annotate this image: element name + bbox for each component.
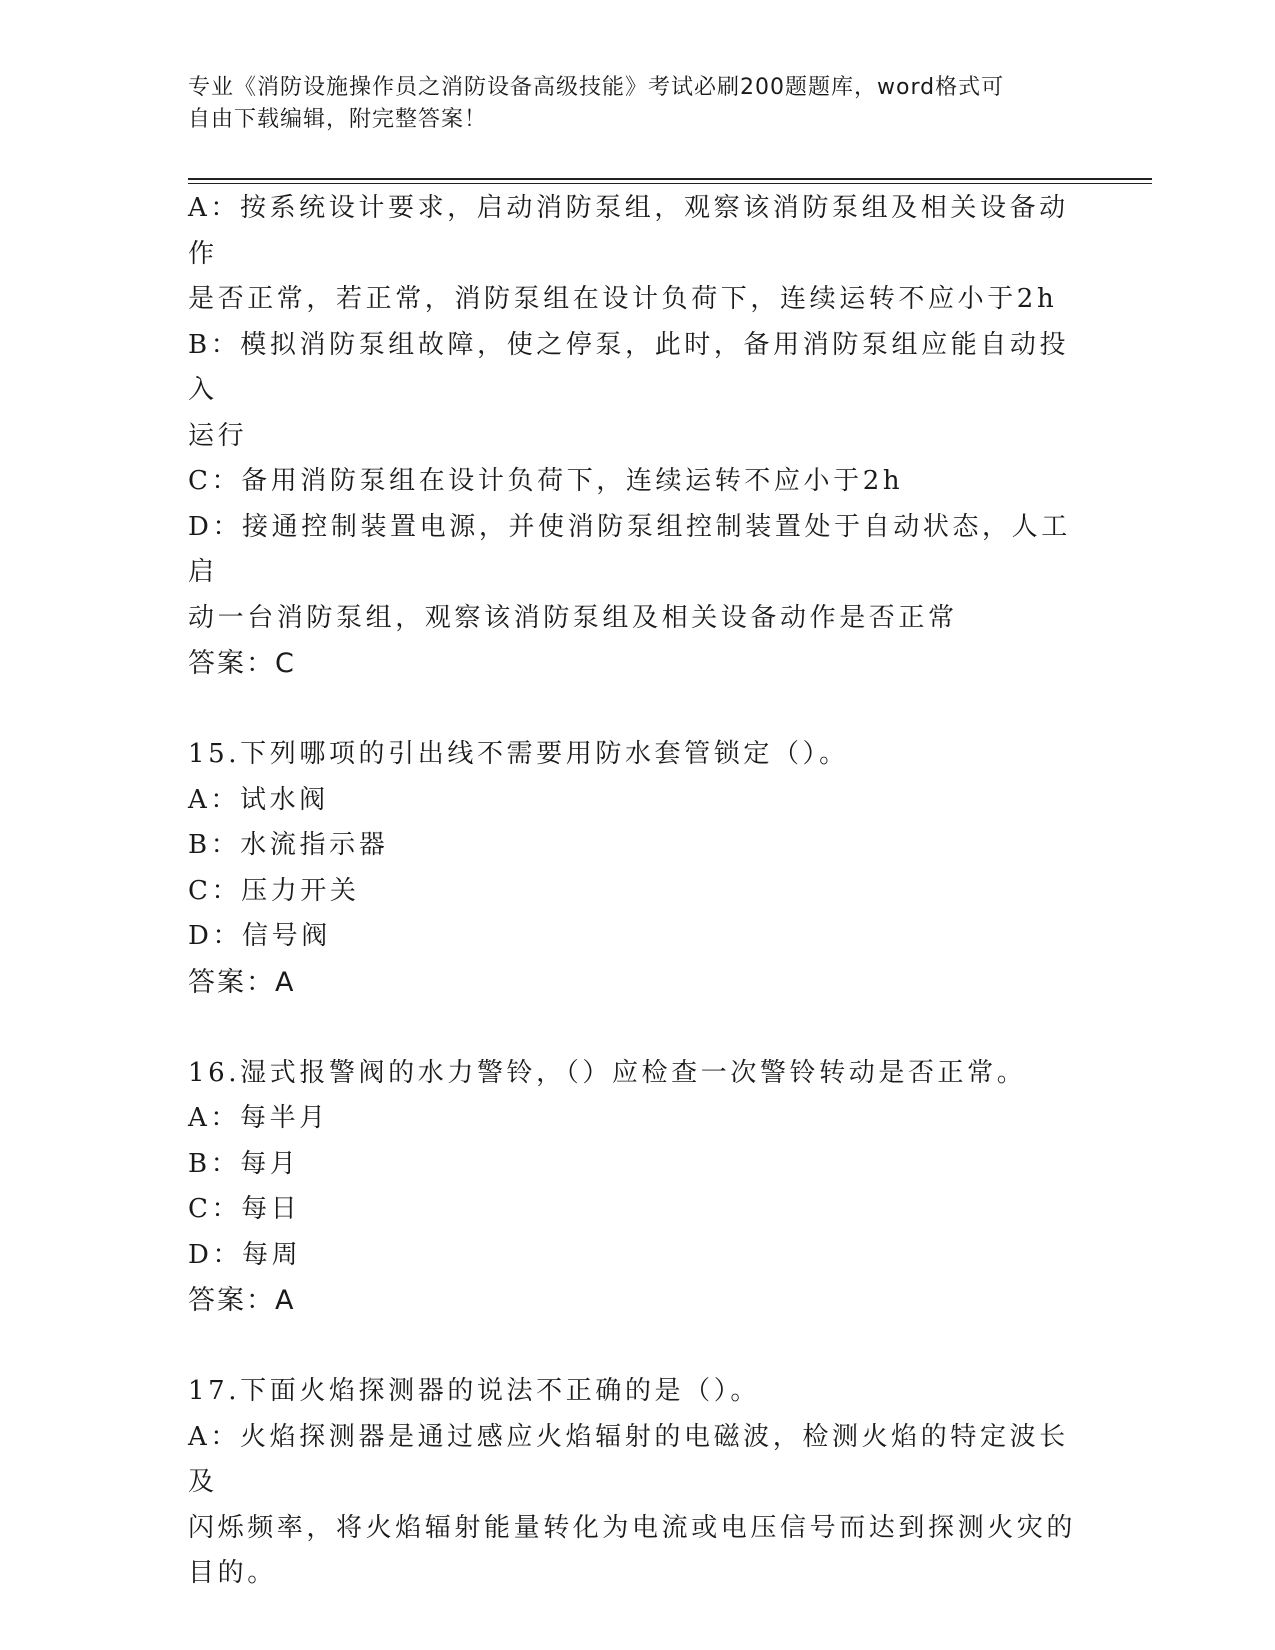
question-content bbox=[188, 186, 1088, 1597]
header-line-1: 专业《消防设施操作员之消防设备高级技能》考试必刷200题题库，word格式可 bbox=[188, 75, 1005, 100]
q16-option-c: C：每日 bbox=[188, 1194, 301, 1224]
q14-option-a-line-2: 是否正常，若正常，消防泵组在设计负荷下，连续运转不应小于2h bbox=[188, 284, 1058, 314]
q15-option-b: B：水流指示器 bbox=[188, 830, 389, 860]
q15-option-d: D：信号阀 bbox=[188, 921, 331, 951]
q14-answer: 答案：C bbox=[188, 648, 296, 679]
q17-option-a-line-1: A：火焰探测器是通过感应火焰辐射的电磁波，检测火焰的特定波长及 bbox=[188, 1421, 1069, 1497]
q16-question: 16.湿式报警阀的水力警铃，（）应检查一次警铃转动是否正常。 bbox=[188, 1057, 1027, 1088]
q14-option-b-line-2: 运行 bbox=[188, 420, 248, 451]
q15-question: 15.下列哪项的引出线不需要用防水套管锁定（）。 bbox=[188, 739, 849, 769]
q17-option-a-line-2: 闪烁频率，将火焰辐射能量转化为电流或电压信号而达到探测火灾的 bbox=[188, 1512, 1077, 1543]
spacer bbox=[188, 687, 1088, 733]
q15-option-a: A：试水阀 bbox=[188, 784, 329, 815]
spacer bbox=[188, 1324, 1088, 1370]
q14-option-d-line-1: D：接通控制装置电源，并使消防泵组控制装置处于自动状态，人工启 bbox=[188, 511, 1071, 587]
q14-option-c: C：备用消防泵组在设计负荷下，连续运转不应小于2h bbox=[188, 466, 904, 496]
spacer bbox=[188, 1005, 1088, 1051]
header-line-2: 自由下载编辑，附完整答案！ bbox=[188, 107, 488, 132]
q14-option-a-line-1: A：按系统设计要求，启动消防泵组，观察该消防泵组及相关设备动作 bbox=[188, 193, 1069, 269]
q16-option-a: A：每半月 bbox=[188, 1103, 329, 1133]
q17-question: 17.下面火焰探测器的说法不正确的是（）。 bbox=[188, 1376, 760, 1406]
q15-answer: 答案：A bbox=[188, 966, 296, 998]
header-divider-thin bbox=[188, 183, 1152, 184]
document-header bbox=[188, 72, 1068, 136]
q14-option-d-line-2: 动一台消防泵组，观察该消防泵组及相关设备动作是否正常 bbox=[188, 602, 958, 633]
q16-answer: 答案：A bbox=[188, 1285, 296, 1316]
q16-option-d: D：每周 bbox=[188, 1239, 302, 1270]
q14-option-b-line-1: B：模拟消防泵组故障，使之停泵，此时，备用消防泵组应能自动投入 bbox=[188, 329, 1070, 405]
header-divider-thick bbox=[188, 178, 1152, 180]
q15-option-c: C：压力开关 bbox=[188, 875, 360, 906]
q17-option-a-line-3: 目的。 bbox=[188, 1558, 277, 1588]
q16-option-b: B：每月 bbox=[188, 1148, 300, 1179]
